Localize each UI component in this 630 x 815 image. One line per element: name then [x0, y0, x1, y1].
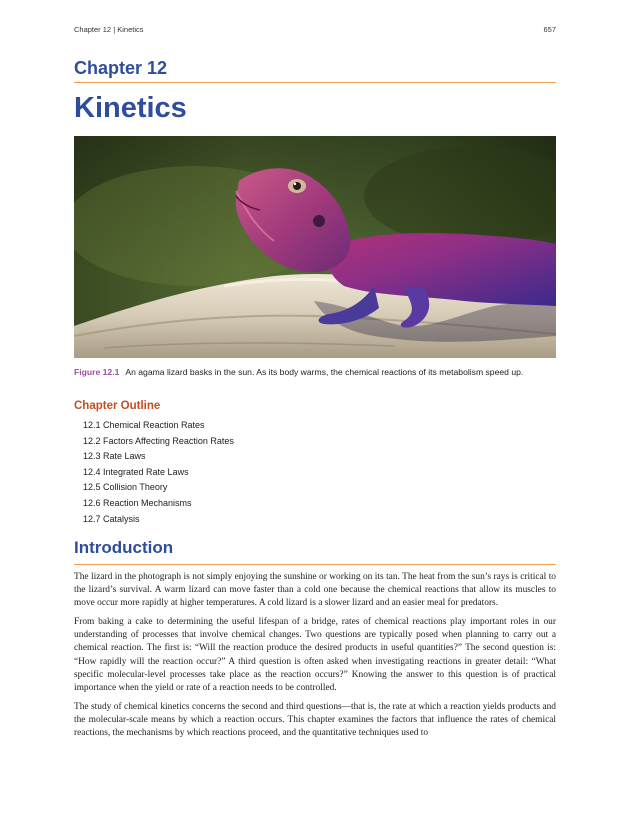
outline-item[interactable]: 12.4 Integrated Rate Laws	[83, 466, 189, 477]
figure-caption-text: An agama lizard basks in the sun. As its body warms, the chemical reactions of its metabolism speed up.	[125, 367, 524, 377]
introduction-body	[74, 571, 556, 746]
page-number: 657	[543, 25, 556, 34]
outline-item[interactable]: 12.1 Chemical Reaction Rates	[83, 420, 205, 430]
figure-number: Figure 12.1	[74, 367, 120, 377]
figure-caption	[74, 367, 556, 378]
lizard-photo	[74, 136, 556, 358]
chapter-title: Kinetics	[74, 92, 187, 124]
body-paragraph: From baking a cake to determining the useful lifespan of a bridge, rates of chemical reactions play important roles in our understanding of processes that involve chemical changes. Two questions are typically posed when planning to carry out a chemical reaction. The first is: “Will the reaction produce the desired products in useful quantities?” The second question is: “How rapidly will the reaction occur?” A third question is often asked when investigating reactions in greater detail: “What specific molecular-level processes take place as the reaction occurs?” Knowing the answer to this question is of practical importance when the yield or rate of a reaction needs to be controlled.	[74, 617, 556, 693]
figure-photo	[74, 136, 556, 358]
chapter-label: Chapter 12	[74, 58, 168, 78]
body-paragraph: The lizard in the photograph is not simply enjoying the sunshine or working on its tan. The heat from the sun’s rays is critical to the lizard’s survival. A warm lizard can move faster than a cold one because the chemical reactions that allow its muscles to move occur more rapidly at higher temperatures. A cold lizard is a slower lizard and an easier meal for predators.	[74, 572, 556, 609]
chapter-outline-heading: Chapter Outline	[74, 400, 161, 412]
outline-item[interactable]: 12.6 Reaction Mechanisms	[83, 497, 192, 508]
introduction-heading: Introduction	[74, 538, 174, 557]
outline-item[interactable]: 12.2 Factors Affecting Reaction Rates	[83, 435, 234, 446]
running-head-chapter: Chapter 12 | Kinetics	[74, 25, 144, 34]
outline-item[interactable]: 12.5 Collision Theory	[83, 482, 168, 493]
chapter-rule	[74, 82, 556, 83]
chapter-outline-list	[83, 418, 234, 527]
outline-item[interactable]: 12.7 Catalysis	[83, 513, 140, 524]
outline-item[interactable]: 12.3 Rate Laws	[83, 451, 146, 462]
introduction-rule	[74, 564, 556, 565]
body-paragraph: The study of chemical kinetics concerns the second and third questions—that is, the rate at which a reaction yields products and the molecular-scale means by which a reaction occurs. This chapter examines the factors that influence the rates of chemical reactions, the mechanisms by which reactions proceed, and the quantitative techniques used to	[74, 701, 556, 739]
